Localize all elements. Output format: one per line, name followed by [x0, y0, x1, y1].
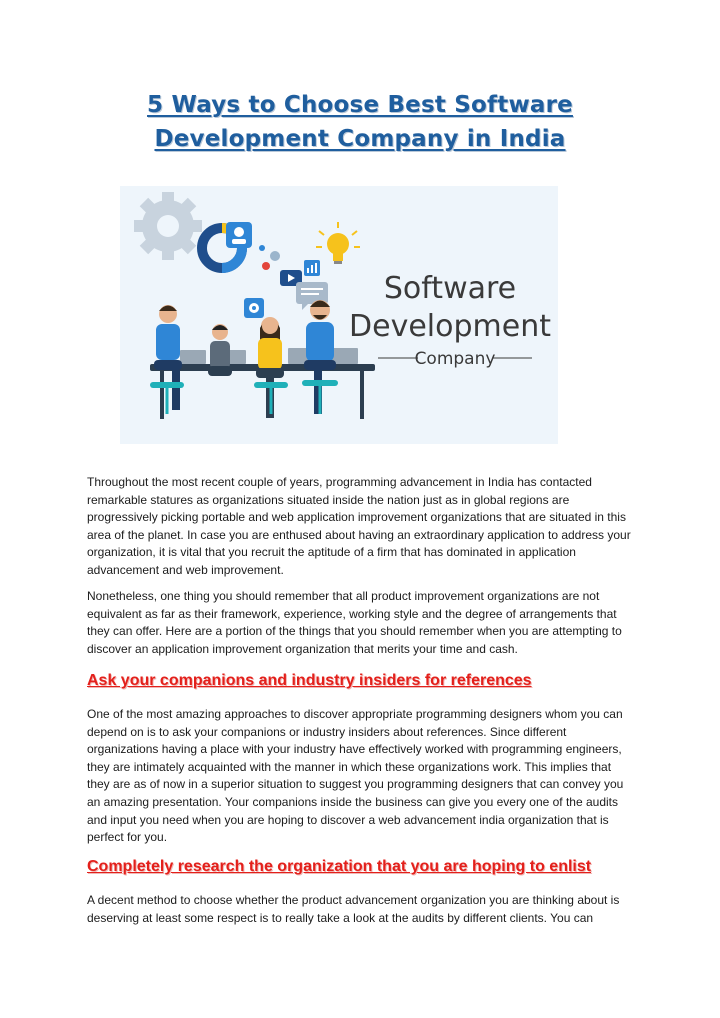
- settings-icon: [244, 298, 264, 318]
- paragraph-nonetheless: Nonetheless, one thing you should remember that all product improvement organizations are not equivalent as far as their framework, experience, working style and the degree of arrangements that they can offer. Here are a portion of the things that you should remember when you are attempting to discover an application improvement organization that merits your time and cash.: [87, 589, 622, 656]
- share-icon: [259, 245, 265, 251]
- paragraph-references: One of the most amazing approaches to discover appropriate programming designers whom you can depend on is to ask your companions or industry insiders about references. Since different organizations having a place with your industry have effectively worked with programming engineers, they are intimately acquainted with the manner in which these organizations work. This implies that they are as of now in a superior situation to suggest you programming designers that can convey you an amazing presentation. Your companions inside the business can give you every one of the audits and input you need when you are hoping to discover a web advancement india organization that is perfect for you.: [87, 707, 624, 845]
- hero-line-3: Company: [414, 349, 496, 369]
- section-heading-references: Ask your companions and industry insiders for references: [87, 672, 532, 689]
- hero-illustration: [120, 186, 558, 444]
- chart-icon: [304, 260, 320, 276]
- gear-icon: [134, 192, 202, 260]
- paragraph-intro: Throughout the most recent couple of years, programming advancement in India has contacted remarkable statures as organizations situated inside the nation just as in global regions are progressively picking portable and web application improvement organizations that are situated in this area of the planet. In case you are enthused about having an extraordinary application to address your organization, it is vital that you recruit the aptitude of a firm that has dominated in application advancement and web improvement.: [87, 475, 631, 577]
- section-heading-research: Completely research the organization that you are hoping to enlist: [87, 858, 592, 875]
- hero-line-2: Development: [349, 309, 551, 344]
- paragraph-research: A decent method to choose whether the product advancement organization you are thinking about is deserving at least some respect is to really take a look at the audits by different clients. You can: [87, 893, 620, 925]
- user-card-icon: [226, 222, 252, 248]
- document-title: 5 Ways to Choose Best Software Development Company in India: [147, 92, 573, 152]
- hero-line-1: Software: [383, 271, 517, 306]
- location-icon: [262, 262, 270, 270]
